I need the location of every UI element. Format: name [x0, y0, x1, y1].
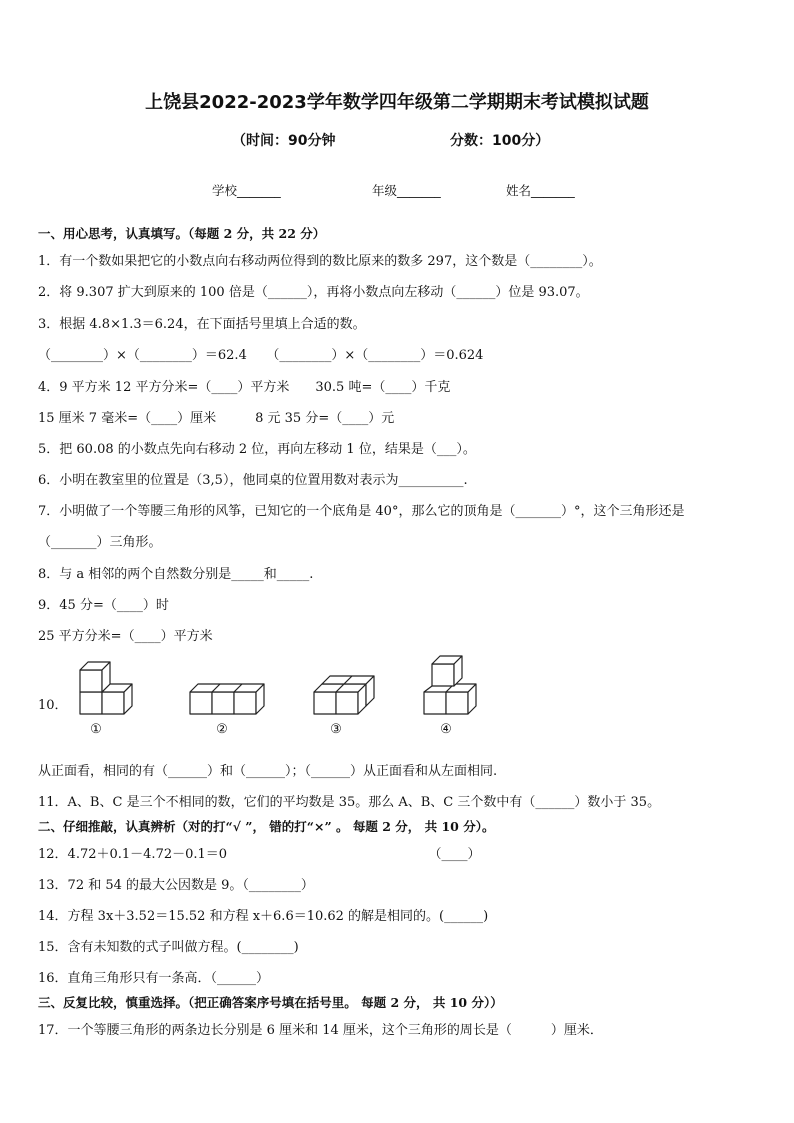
section-3-heading: 三、反复比较，慎重选择。（把正确答案序号填在括号里。 每题 2 分， 共 10 分））: [38, 995, 503, 1010]
question-10-number: 10．: [38, 698, 68, 713]
figure-label-2: ②: [216, 722, 228, 737]
section-2-heading: 二、仔细推敲，认真辨析（对的打“√ ”， 错的打“×” 。 每题 2 分， 共 10 分）。: [38, 819, 495, 834]
grade-field: 年级_______: [372, 183, 441, 198]
question-12: 12．4.72＋0.1－4.72－0.1＝0 （____）: [38, 847, 481, 862]
question-9-continued: 25 平方分米=（____）平方米: [38, 629, 213, 644]
cube-figure-3: [314, 676, 374, 737]
question-2: 2．将 9.307 扩大到原来的 100 倍是（______），再将小数点向左移动（______）位是 93.07。: [38, 285, 589, 300]
question-6: 6．小明在教室里的位置是（3,5），他同桌的位置用数对表示为__________.: [38, 473, 468, 488]
exam-title: 上饶县2022-2023学年数学四年级第二学期期末考试模拟试题: [145, 92, 649, 113]
question-7-continued: （_______）三角形。: [38, 535, 162, 550]
question-4: 4．9 平方米 12 平方分米=（____）平方米 30.5 吨=（____）千克: [38, 380, 451, 395]
figure-label-4: ④: [440, 722, 452, 737]
cube-figure-2: [190, 684, 264, 737]
question-16: 16．直角三角形只有一条高．（______）: [38, 971, 270, 986]
question-8: 8．与 a 相邻的两个自然数分别是_____和_____.: [38, 567, 314, 582]
question-4-continued: 15 厘米 7 毫米=（____）厘米 8 元 35 分=（____）元: [38, 411, 395, 426]
name-field: 姓名_______: [506, 183, 575, 198]
question-17: 17．一个等腰三角形的两条边长分别是 6 厘米和 14 厘米，这个三角形的周长是（ ）厘米．: [38, 1023, 603, 1038]
question-13: 13．72 和 54 的最大公因数是 9。（________）: [38, 878, 314, 893]
exam-score: 分数：100分）: [450, 133, 550, 149]
question-3: 3．根据 4.8×1.3＝6.24，在下面括号里填上合适的数。: [38, 317, 366, 332]
question-11: 11．A、B、C 是三个不相同的数，它们的平均数是 35。那么 A、B、C 三个数中有（______）数小于 35。: [38, 795, 661, 810]
question-15: 15．含有未知数的式子叫做方程。(________): [38, 940, 299, 955]
figure-label-1: ①: [90, 722, 102, 737]
question-1: 1．有一个数如果把它的小数点向右移动两位得到的数比原来的数多 297，这个数是（________）。: [38, 254, 602, 269]
question-3-blanks: （________）×（________）＝62.4 （________）×（________）＝0.624: [38, 348, 484, 363]
cube-figure-1: [80, 662, 132, 737]
question-9: 9．45 分=（____）时: [38, 598, 169, 613]
question-14: 14．方程 3x＋3.52＝15.52 和方程 x＋6.6＝10.62 的解是相同的。(______): [38, 909, 489, 924]
section-1-heading: 一、用心思考，认真填写。（每题 2 分，共 22 分）: [38, 226, 326, 241]
exam-time: （时间：90分钟: [232, 133, 336, 149]
cube-figure-4: [424, 656, 476, 737]
figure-label-3: ③: [330, 722, 342, 737]
question-5: 5．把 60.08 的小数点先向右移动 2 位，再向左移动 1 位，结果是（___）。: [38, 442, 476, 457]
cube-views-figure: [70, 650, 490, 740]
question-10: 从正面看，相同的有（______）和（______）；（______）从正面看和从左面相同.: [38, 764, 498, 779]
question-7: 7．小明做了一个等腰三角形的风筝，已知它的一个底角是 40°，那么它的顶角是（_______）°，这个三角形还是: [38, 504, 685, 519]
school-field: 学校_______: [212, 183, 281, 198]
